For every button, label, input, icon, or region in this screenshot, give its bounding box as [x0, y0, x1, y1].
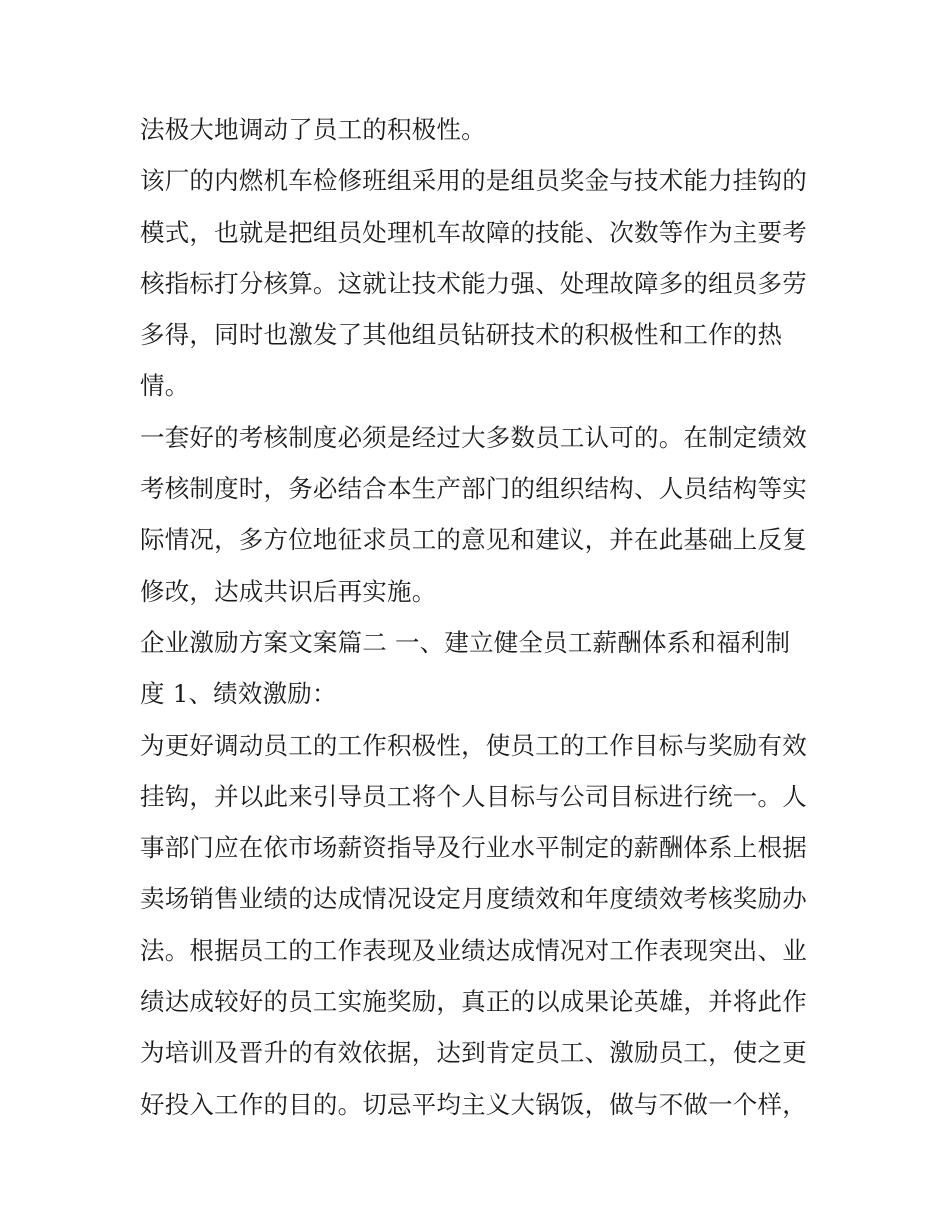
document-body: [140, 104, 820, 1130]
text-line: 核指标打分核算。这就让技术能力强、处理故障多的组员多劳: [140, 268, 807, 298]
text-line: 模式，也就是把组员处理机车故障的技能、次数等作为主要考: [140, 217, 807, 247]
section-heading-line: 企业激励方案文案篇二 一、建立健全员工薪酬体系和福利制: [140, 627, 791, 657]
text-line: 法。根据员工的工作表现及业绩达成情况对工作表现突出、业: [140, 935, 807, 965]
text-line: 为培训及晋升的有效依据，达到肯定员工、激励员工，使之更: [140, 1038, 807, 1068]
text-line: 事部门应在依市场薪资指导及行业水平制定的薪酬体系上根据: [140, 833, 807, 863]
text-line: 多得，同时也激发了其他组员钻研技术的积极性和工作的热: [140, 320, 783, 350]
text-line: 际情况，多方位地征求员工的意见和建议，并在此基础上反复: [140, 525, 807, 555]
text-line: 修改，达成共识后再实施。: [140, 576, 437, 606]
text-line: 一套好的考核制度必须是经过大多数员工认可的。在制定绩效: [140, 422, 807, 452]
text-line: 情。: [140, 371, 190, 401]
text-line: 考核制度时，务必结合本生产部门的组织结构、人员结构等实: [140, 474, 807, 504]
text-line: 绩达成较好的员工实施奖励，真正的以成果论英雄，并将此作: [140, 987, 807, 1017]
text-line: 好投入工作的目的。切忌平均主义大锅饭，做与不做一个样，: [140, 1089, 807, 1119]
text-line: 挂钩，并以此来引导员工将个人目标与公司目标进行统一。人: [140, 781, 807, 811]
text-line: 该厂的内燃机车检修班组采用的是组员奖金与技术能力挂钩的: [140, 166, 807, 196]
text-line: 法极大地调动了员工的积极性。: [140, 115, 486, 144]
section-heading-line: 度 1、绩效激励：: [140, 679, 337, 709]
text-line: 卖场销售业绩的达成情况设定月度绩效和年度绩效考核奖励办: [140, 884, 807, 914]
text-line: 为更好调动员工的工作积极性，使员工的工作目标与奖励有效: [140, 730, 807, 760]
